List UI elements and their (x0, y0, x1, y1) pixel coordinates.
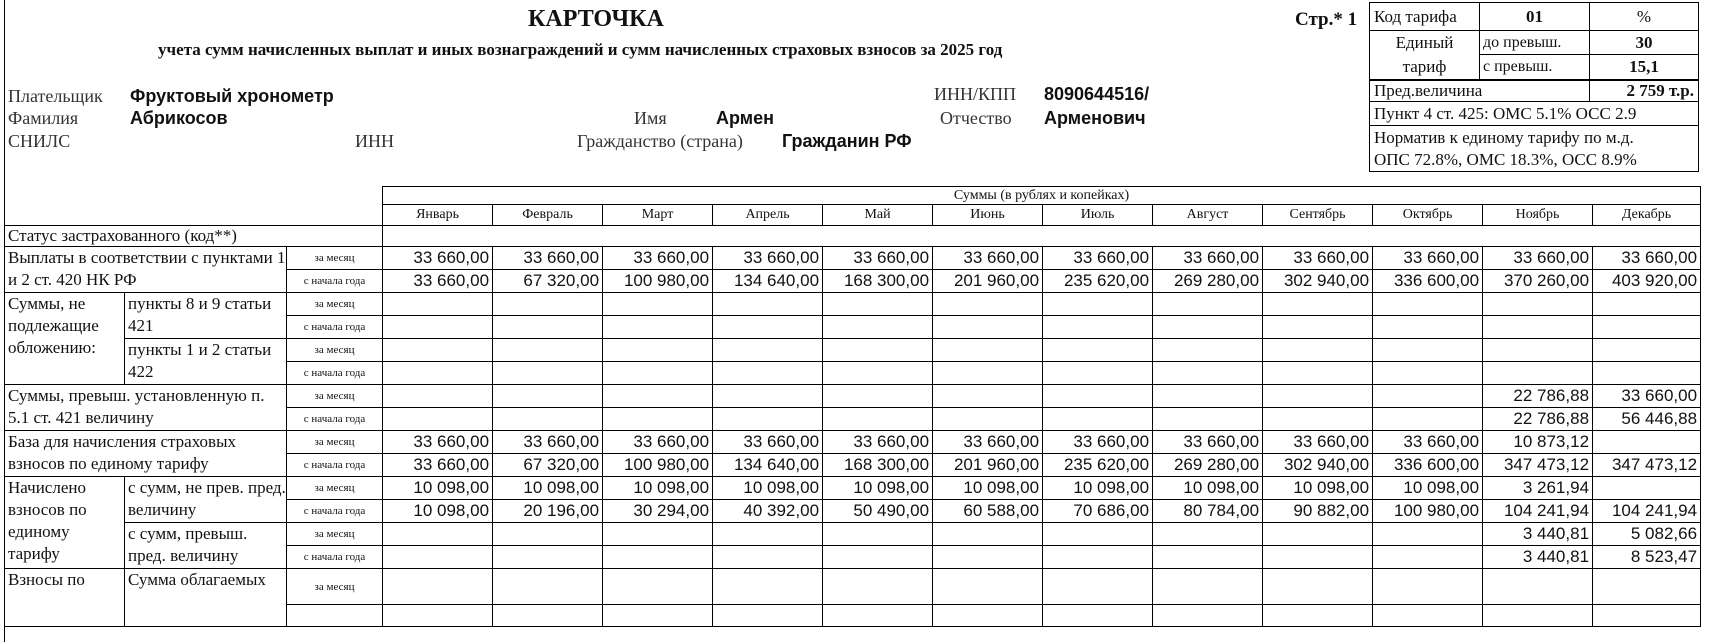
value-cell: 10 098,00 (493, 477, 603, 500)
tariff-percent-label: % (1590, 3, 1699, 31)
page-number: Стр.* 1 (1295, 9, 1358, 30)
value-cell: 33 660,00 (1153, 247, 1263, 270)
value-cell: 100 980,00 (603, 454, 713, 477)
value-cell (493, 569, 603, 605)
value-cell (383, 408, 493, 431)
value-cell: 10 098,00 (383, 477, 493, 500)
period-label: с начала года (287, 316, 383, 339)
value-cell: 33 660,00 (1593, 385, 1701, 408)
value-cell: 10 098,00 (1263, 477, 1373, 500)
value-cell: 67 320,00 (493, 270, 603, 293)
value-cell: 60 588,00 (933, 500, 1043, 523)
surname-label: Фамилия (8, 108, 79, 128)
value-cell (383, 605, 493, 627)
value-cell (1483, 339, 1593, 362)
value-cell (713, 385, 823, 408)
value-cell: 33 660,00 (1043, 431, 1153, 454)
value-cell (493, 408, 603, 431)
limit-label: Пред.величина (1370, 80, 1590, 102)
value-cell: 8 523,47 (1593, 546, 1701, 569)
norm-text-2: ОПС 72.8%, ОМС 18.3%, ОСС 8.9% (1374, 149, 1637, 169)
value-cell (1153, 316, 1263, 339)
value-cell (493, 293, 603, 316)
table-row (5, 293, 1701, 316)
period-label: за месяц (287, 293, 383, 316)
value-cell (1373, 569, 1483, 605)
value-cell (383, 316, 493, 339)
table-row (5, 523, 1701, 546)
month-header: Август (1153, 205, 1263, 226)
value-cell: 168 300,00 (823, 454, 933, 477)
value-cell (1043, 362, 1153, 385)
value-cell: 33 660,00 (493, 247, 603, 270)
value-cell: 347 473,12 (1593, 454, 1701, 477)
surname-value: Абрикосов (130, 108, 228, 128)
value-cell (1153, 605, 1263, 627)
page-subtitle: учета сумм начисленных выплат и иных вознаграждений и сумм начисленных страховых взносов за 2025 год (158, 40, 1003, 59)
value-cell (713, 362, 823, 385)
value-cell (1043, 546, 1153, 569)
value-cell (823, 569, 933, 605)
value-cell (493, 316, 603, 339)
value-cell (933, 605, 1043, 627)
table-row (5, 247, 1701, 270)
value-cell: 80 784,00 (1153, 500, 1263, 523)
month-header: Май (823, 205, 933, 226)
value-cell: 33 660,00 (823, 247, 933, 270)
value-cell (1483, 605, 1593, 627)
value-cell (1373, 293, 1483, 316)
value-cell (1373, 316, 1483, 339)
value-cell: 269 280,00 (1153, 454, 1263, 477)
value-cell (933, 408, 1043, 431)
value-cell: 33 660,00 (1263, 247, 1373, 270)
value-cell (713, 408, 823, 431)
value-cell: 10 873,12 (1483, 431, 1593, 454)
payer-value: Фруктовый хронометр (130, 86, 334, 106)
value-cell (1593, 316, 1701, 339)
month-header: Март (603, 205, 713, 226)
value-cell (713, 546, 823, 569)
value-cell: 33 660,00 (383, 247, 493, 270)
table-row (5, 385, 1701, 408)
value-cell: 3 440,81 (1483, 523, 1593, 546)
value-cell: 56 446,88 (1593, 408, 1701, 431)
value-cell (933, 546, 1043, 569)
value-cell (1043, 605, 1153, 627)
period-label: за месяц (287, 431, 383, 454)
value-cell (383, 362, 493, 385)
snils-label: СНИЛС (8, 131, 71, 151)
value-cell (713, 605, 823, 627)
p12-label: пункты 1 и 2 статьи 422 (125, 339, 287, 385)
value-cell (1373, 605, 1483, 627)
value-cell (823, 316, 933, 339)
period-label: за месяц (287, 247, 383, 270)
period-label-empty (287, 605, 383, 627)
value-cell: 5 082,66 (1593, 523, 1701, 546)
value-cell (933, 523, 1043, 546)
value-cell (713, 339, 823, 362)
value-cell: 347 473,12 (1483, 454, 1593, 477)
table-row (5, 477, 1701, 500)
tariff-code-value: 01 (1480, 3, 1590, 31)
period-label: с начала года (287, 270, 383, 293)
point4-text: Пункт 4 ст. 425: ОМС 5.1% ОСС 2.9 (1370, 102, 1699, 126)
payments-label: Выплаты в соответствии с пунктами 1 и 2 ст. 420 НК РФ (5, 247, 287, 293)
value-cell (383, 546, 493, 569)
single-tariff-label-1: Единый (1395, 33, 1454, 52)
value-cell (1263, 316, 1373, 339)
table-row (5, 569, 1701, 605)
value-cell: 33 660,00 (1263, 431, 1373, 454)
value-cell: 403 920,00 (1593, 270, 1701, 293)
exceeding-label: с сумм, превыш. пред. величину (125, 523, 287, 569)
value-cell (383, 523, 493, 546)
period-label: с начала года (287, 500, 383, 523)
value-cell: 33 660,00 (823, 431, 933, 454)
value-cell (1373, 408, 1483, 431)
value-cell: 3 440,81 (1483, 546, 1593, 569)
payer-label: Плательщик (8, 86, 103, 106)
value-cell: 201 960,00 (933, 454, 1043, 477)
value-cell (1593, 362, 1701, 385)
value-cell (823, 385, 933, 408)
value-cell: 33 660,00 (933, 431, 1043, 454)
value-cell: 33 660,00 (603, 431, 713, 454)
value-cell (1263, 339, 1373, 362)
single-tariff-label-2: тариф (1402, 57, 1447, 76)
inn-kpp-value: 8090644516/ (1044, 84, 1150, 104)
value-cell (1593, 339, 1701, 362)
value-cell (1373, 362, 1483, 385)
value-cell: 33 660,00 (713, 431, 823, 454)
value-cell (1373, 546, 1483, 569)
table-row (5, 339, 1701, 362)
above-limit-value: 15,1 (1590, 55, 1699, 80)
value-cell (1043, 569, 1153, 605)
value-cell (713, 569, 823, 605)
value-cell: 33 660,00 (1483, 247, 1593, 270)
value-cell (603, 316, 713, 339)
value-cell (1043, 523, 1153, 546)
single-tariff-label (1370, 31, 1480, 81)
value-cell: 33 660,00 (603, 247, 713, 270)
value-cell (1153, 362, 1263, 385)
header-corner (5, 187, 383, 226)
month-header: Октябрь (1373, 205, 1483, 226)
value-cell (1263, 546, 1373, 569)
sums-header: Суммы (в рублях и копейках) (383, 187, 1701, 205)
nontax-label: Суммы, не подлежащие обложению: (5, 293, 125, 385)
value-cell (1483, 362, 1593, 385)
citizenship-label: Гражданство (страна) (577, 131, 743, 151)
month-header: Январь (383, 205, 493, 226)
value-cell: 10 098,00 (1043, 477, 1153, 500)
value-cell (1043, 385, 1153, 408)
month-header: Апрель (713, 205, 823, 226)
value-cell (933, 293, 1043, 316)
value-cell (713, 316, 823, 339)
value-cell (1593, 605, 1701, 627)
value-cell: 3 261,94 (1483, 477, 1593, 500)
value-cell (1043, 339, 1153, 362)
name-value: Армен (716, 108, 774, 128)
value-cell (383, 385, 493, 408)
value-cell (1593, 569, 1701, 605)
below-limit-label: до превыш. (1480, 31, 1590, 55)
value-cell (383, 339, 493, 362)
value-cell (493, 546, 603, 569)
value-cell (1483, 569, 1593, 605)
value-cell (493, 385, 603, 408)
value-cell (603, 385, 713, 408)
above-limit-label: с превыш. (1480, 55, 1590, 80)
value-cell: 201 960,00 (933, 270, 1043, 293)
patronymic-label: Отчество (940, 108, 1012, 128)
value-cell (603, 408, 713, 431)
tariff-table (1369, 2, 1699, 172)
value-cell: 370 260,00 (1483, 270, 1593, 293)
value-cell: 10 098,00 (933, 477, 1043, 500)
value-cell: 30 294,00 (603, 500, 713, 523)
value-cell (493, 339, 603, 362)
month-header: Февраль (493, 205, 603, 226)
below-limit-value: 30 (1590, 31, 1699, 55)
value-cell: 269 280,00 (1153, 270, 1263, 293)
value-cell (1153, 408, 1263, 431)
value-cell (823, 605, 933, 627)
value-cell (933, 385, 1043, 408)
value-cell: 134 640,00 (713, 454, 823, 477)
value-cell (603, 362, 713, 385)
value-cell (1373, 385, 1483, 408)
value-cell: 10 098,00 (383, 500, 493, 523)
value-cell (603, 546, 713, 569)
value-cell (1153, 569, 1263, 605)
citizenship-value: Гражданин РФ (782, 131, 912, 151)
value-cell (1593, 477, 1701, 500)
value-cell: 50 490,00 (823, 500, 933, 523)
value-cell (1263, 569, 1373, 605)
notexceed-label: с сумм, не прев. пред. величину (125, 477, 287, 523)
month-header: Июль (1043, 205, 1153, 226)
value-cell: 168 300,00 (823, 270, 933, 293)
value-cell (1263, 385, 1373, 408)
value-cell: 33 660,00 (1593, 247, 1701, 270)
value-cell: 104 241,94 (1483, 500, 1593, 523)
month-header: Ноябрь (1483, 205, 1593, 226)
value-cell (1263, 605, 1373, 627)
value-cell (933, 362, 1043, 385)
value-cell: 67 320,00 (493, 454, 603, 477)
value-cell: 33 660,00 (1373, 431, 1483, 454)
value-cell (1483, 293, 1593, 316)
value-cell (933, 316, 1043, 339)
value-cell (823, 546, 933, 569)
status-values (383, 226, 1701, 247)
value-cell (1263, 362, 1373, 385)
value-cell: 20 196,00 (493, 500, 603, 523)
value-cell: 33 660,00 (1373, 247, 1483, 270)
value-cell (493, 605, 603, 627)
value-cell: 40 392,00 (713, 500, 823, 523)
value-cell (1593, 431, 1701, 454)
inn-kpp-label: ИНН/КПП (934, 84, 1017, 104)
value-cell: 10 098,00 (1373, 477, 1483, 500)
value-cell (713, 293, 823, 316)
table-row (5, 431, 1701, 454)
period-label: за месяц (287, 385, 383, 408)
value-cell (603, 293, 713, 316)
period-label: с начала года (287, 454, 383, 477)
value-cell (1153, 293, 1263, 316)
value-cell: 33 660,00 (383, 270, 493, 293)
value-cell (1153, 523, 1263, 546)
value-cell: 33 660,00 (933, 247, 1043, 270)
value-cell: 104 241,94 (1593, 500, 1701, 523)
period-label: за месяц (287, 523, 383, 546)
value-cell (1263, 523, 1373, 546)
value-cell (933, 339, 1043, 362)
bottom-left-label: Взносы по (5, 569, 125, 627)
value-cell (603, 605, 713, 627)
month-header: Декабрь (1593, 205, 1701, 226)
value-cell (1373, 523, 1483, 546)
value-cell (1263, 293, 1373, 316)
value-cell (823, 523, 933, 546)
value-cell: 33 660,00 (383, 431, 493, 454)
norm-text (1370, 126, 1699, 172)
value-cell (1593, 293, 1701, 316)
sums-table (4, 186, 1701, 627)
period-label: с начала года (287, 362, 383, 385)
value-cell (823, 339, 933, 362)
value-cell (1043, 408, 1153, 431)
value-cell: 235 620,00 (1043, 270, 1153, 293)
value-cell (1373, 339, 1483, 362)
period-label: с начала года (287, 546, 383, 569)
name-label: Имя (634, 108, 667, 128)
value-cell (493, 362, 603, 385)
value-cell: 33 660,00 (1153, 431, 1263, 454)
value-cell (823, 293, 933, 316)
value-cell: 302 940,00 (1263, 454, 1373, 477)
period-label: с начала года (287, 408, 383, 431)
value-cell: 336 600,00 (1373, 454, 1483, 477)
value-cell (823, 408, 933, 431)
value-cell: 10 098,00 (823, 477, 933, 500)
period-label: за месяц (287, 569, 383, 605)
period-label: за месяц (287, 477, 383, 500)
value-cell (383, 569, 493, 605)
taxable-label: Сумма облагаемых (125, 569, 287, 627)
value-cell (1043, 316, 1153, 339)
value-cell: 100 980,00 (603, 270, 713, 293)
value-cell: 33 660,00 (493, 431, 603, 454)
period-label: за месяц (287, 339, 383, 362)
value-cell (933, 569, 1043, 605)
value-cell: 22 786,88 (1483, 385, 1593, 408)
value-cell: 33 660,00 (383, 454, 493, 477)
value-cell (1153, 546, 1263, 569)
inn-label: ИНН (355, 131, 394, 151)
limit-value: 2 759 т.р. (1590, 80, 1699, 102)
tariff-code-label: Код тарифа (1370, 3, 1480, 31)
norm-text-1: Норматив к единому тарифу по м.д. (1374, 127, 1634, 147)
value-cell: 336 600,00 (1373, 270, 1483, 293)
value-cell: 100 980,00 (1373, 500, 1483, 523)
value-cell (1263, 408, 1373, 431)
value-cell: 134 640,00 (713, 270, 823, 293)
value-cell: 10 098,00 (603, 477, 713, 500)
value-cell (713, 523, 823, 546)
accrued-label: Начислено взносов по единому тарифу (5, 477, 125, 569)
value-cell (493, 523, 603, 546)
status-label: Статус застрахованного (код**) (5, 226, 383, 247)
value-cell (1043, 293, 1153, 316)
value-cell (383, 293, 493, 316)
exceed-label: Суммы, превыш. установленную п. 5.1 ст. 421 величину (5, 385, 287, 431)
value-cell (603, 523, 713, 546)
value-cell (1153, 385, 1263, 408)
value-cell (823, 362, 933, 385)
value-cell (603, 569, 713, 605)
value-cell: 235 620,00 (1043, 454, 1153, 477)
value-cell: 33 660,00 (1043, 247, 1153, 270)
value-cell: 22 786,88 (1483, 408, 1593, 431)
value-cell: 10 098,00 (1153, 477, 1263, 500)
month-header: Июнь (933, 205, 1043, 226)
month-header: Сентябрь (1263, 205, 1373, 226)
value-cell: 10 098,00 (713, 477, 823, 500)
value-cell (1153, 339, 1263, 362)
patronymic-value: Арменович (1044, 108, 1146, 128)
value-cell: 70 686,00 (1043, 500, 1153, 523)
value-cell (1483, 316, 1593, 339)
page-title: КАРТОЧКА (528, 6, 664, 32)
value-cell: 302 940,00 (1263, 270, 1373, 293)
p89-label: пункты 8 и 9 статьи 421 (125, 293, 287, 339)
value-cell: 33 660,00 (713, 247, 823, 270)
base-label: База для начисления страховых взносов по единому тарифу (5, 431, 287, 477)
value-cell (603, 339, 713, 362)
value-cell: 90 882,00 (1263, 500, 1373, 523)
